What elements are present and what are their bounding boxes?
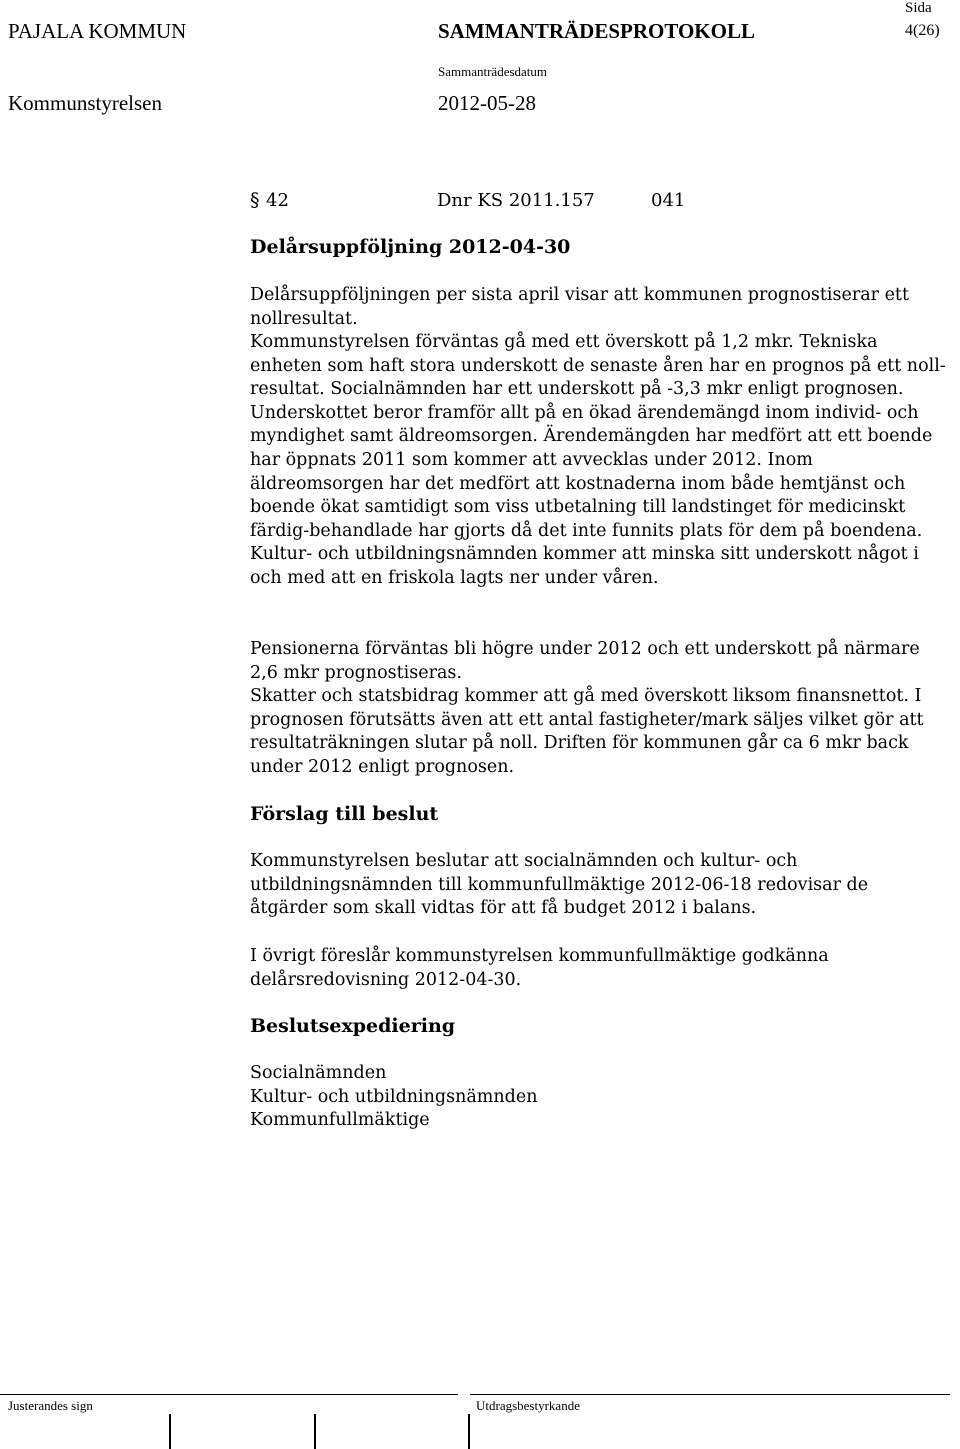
body-paragraph-3 — [250, 638, 950, 685]
page-label: Sida — [905, 0, 932, 16]
proposal-text-1 — [250, 850, 950, 921]
item-number: 42 — [266, 190, 289, 211]
body-paragraph-1 — [250, 284, 950, 331]
proposal-heading: Förslag till beslut — [250, 803, 439, 825]
dispatch-heading: Beslutsexpediering — [250, 1015, 456, 1037]
footer-rule-right — [470, 1394, 950, 1395]
paragraph-text: Kommunstyrelsen beslutar att socialnämnden och kultur- och utbildningsnämnden till kommunfullmäktige 2012-06-18 redovisar de åtgärder som skall vidtas för att få budget 2012 i balans. — [250, 851, 869, 919]
meeting-date: 2012-05-28 — [438, 91, 536, 115]
item-code: 041 — [651, 190, 686, 211]
board-name: Kommunstyrelsen — [8, 91, 162, 115]
meeting-date-label: Sammanträdesdatum — [438, 64, 548, 79]
paragraph-text: Skatter och statsbidrag kommer att gå med överskott liksom finansnettot. I prognosen förutsätts även att ett antal fastigheter/mark säljes vilket gör att resultaträkningen slutar på noll. Driften för kommunen går ca 6 mkr back under 2012 enligt prognosen. — [250, 686, 924, 777]
sign-label: Justerandes sign — [8, 1398, 93, 1413]
diary-number: Dnr KS 2011.157 — [437, 190, 595, 211]
paragraph-text: I övrigt föreslår kommunstyrelsen kommunfullmäktige godkänna delårsredovisning 2012-04-30. — [250, 946, 829, 990]
section-sign: § — [250, 189, 260, 211]
dispatch-list — [250, 1062, 950, 1133]
paragraph-text: Kommunstyrelsen förväntas gå med ett överskott på 1,2 mkr. Tekniska enheten som haft stora underskott de senaste åren har en prognos på ett noll-resultat. Socialnämnden har ett underskott på -3,3 mkr enligt prognosen. Underskottet beror framför allt på en ökad ärendemängd inom individ- och myndighet samt äldreomsorgen. Ärendemängden har medfört att ett boende har öppnats 2011 som kommer att avvecklas under 2012. Inom äldreomsorgen har det medfört att kostnaderna inom både hemtjänst och boende ökat samtidigt som viss utbetalning till landstinget för medicinskt färdig-behandlade har gjorts då det inte funnits plats för dem på boendena. Kultur- och utbildningsnämnden kommer att minska sitt underskott något i och med att en friskola lagts ner under våren. — [250, 332, 946, 588]
signature-box-divider — [468, 1414, 470, 1449]
item-title: Delårsuppföljning 2012-04-30 — [250, 236, 571, 258]
footer-rule-left — [0, 1394, 458, 1395]
recipient: Kommunfullmäktige — [250, 1110, 430, 1131]
paragraph-text: Pensionerna förväntas bli högre under 2012 och ett underskott på närmare 2,6 mkr prognostiseras. — [250, 639, 920, 683]
signature-box-divider — [314, 1414, 316, 1449]
paragraph-text: Delårsuppföljningen per sista april visar att kommunen prognostiserar ett nollresultat. — [250, 285, 909, 329]
signature-box-divider — [169, 1414, 171, 1449]
recipient: Kultur- och utbildningsnämnden — [250, 1086, 538, 1107]
body-paragraph-2 — [250, 331, 950, 591]
extract-label: Utdragsbestyrkande — [476, 1398, 580, 1413]
page-number: 4(26) — [905, 22, 940, 39]
municipality-name: PAJALA KOMMUN — [8, 19, 187, 43]
recipient: Socialnämnden — [250, 1063, 387, 1083]
proposal-text-2 — [250, 945, 950, 992]
body-paragraph-4 — [250, 685, 950, 779]
document-type: SAMMANTRÄDESPROTOKOLL — [438, 19, 755, 43]
